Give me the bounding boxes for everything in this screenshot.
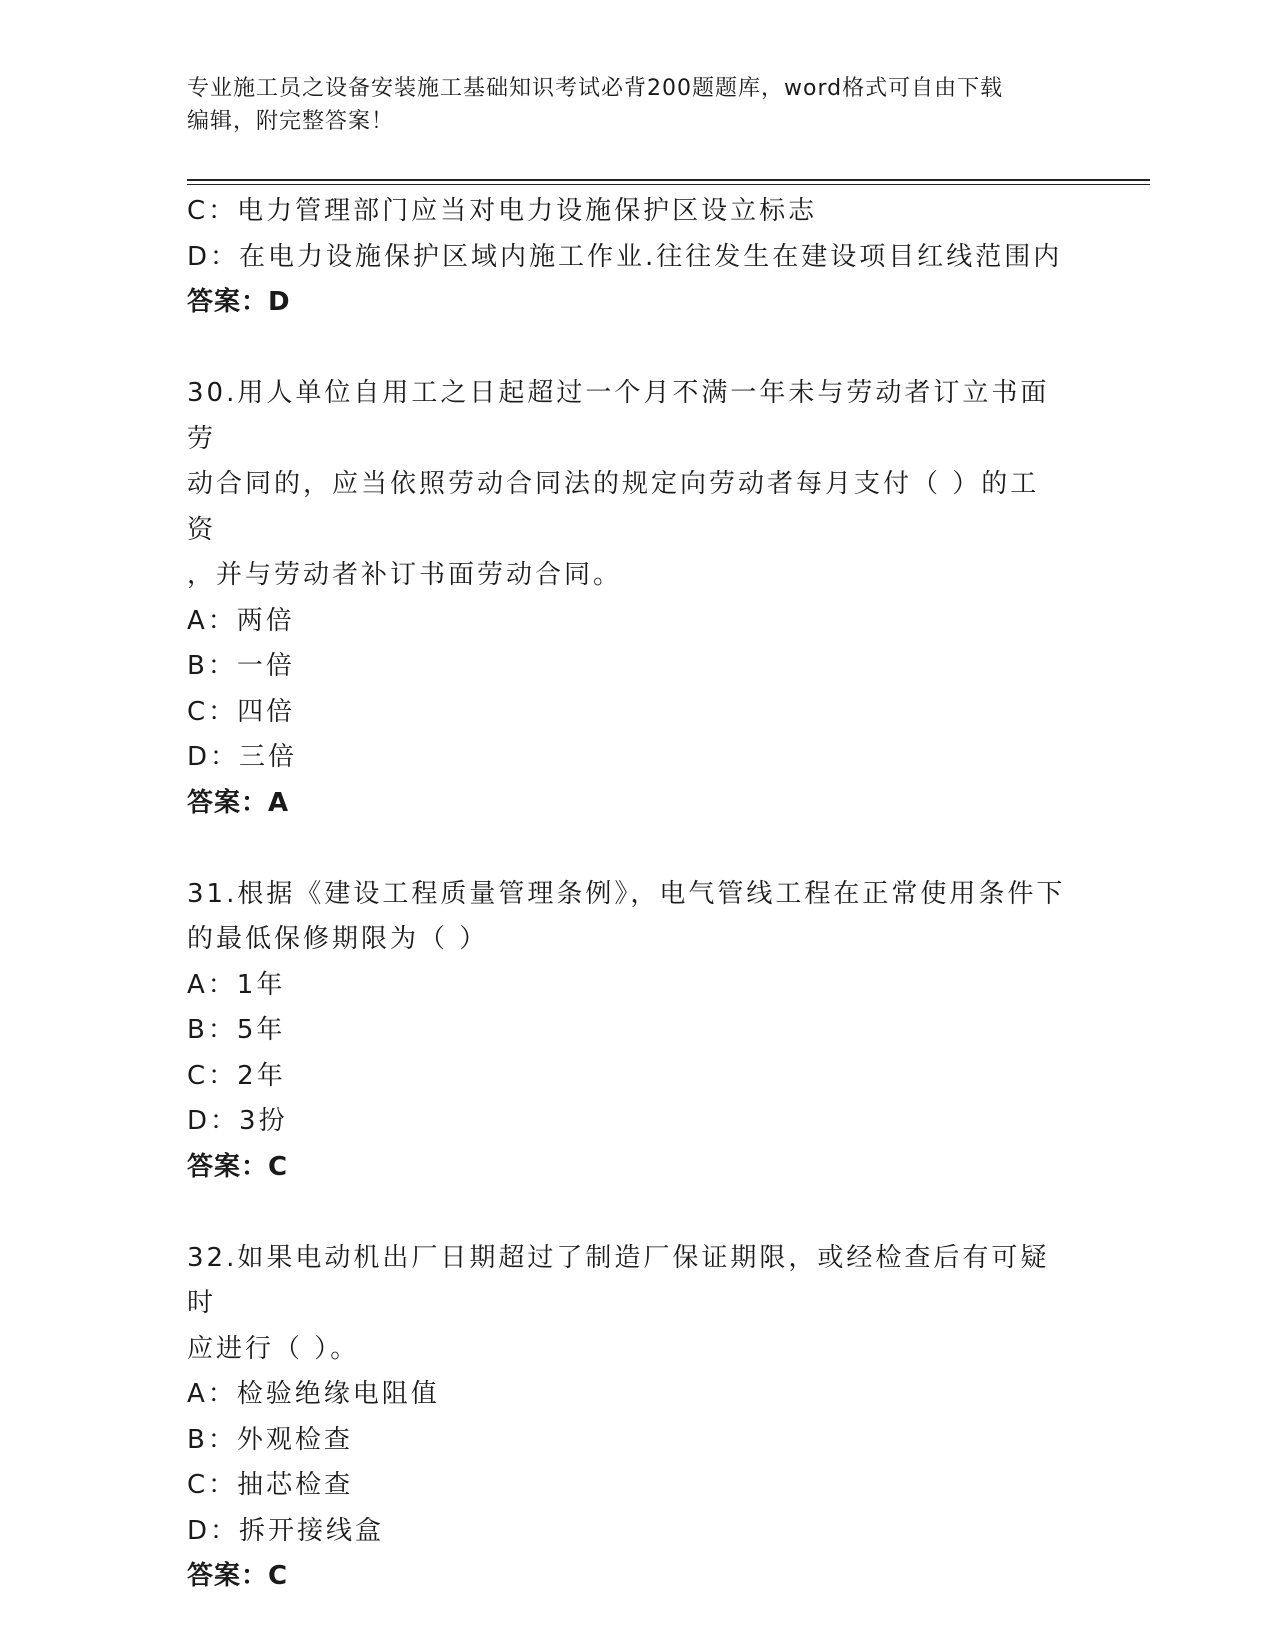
spacer [187,826,1067,872]
question-31 [187,872,1067,1191]
header-line-1: 专业施工员之设备安装施工基础知识考试必背200题题库，word格式可自由下载 [187,76,1004,101]
answer-line: 答案：C [187,1151,289,1182]
header-rule-thick [187,179,1150,181]
option-c: C：电力管理部门应当对电力设施保护区设立标志 [187,196,818,226]
question-text-line: 应进行（ ）。 [187,1333,360,1364]
question-text-line: ，并与劳动者补订书面劳动合同。 [187,560,623,590]
answer-line: 答案：C [187,1561,289,1591]
header-line-2: 编辑，附完整答案！ [187,109,395,134]
document-header [187,72,1067,138]
question-list [187,189,1067,1600]
option-a: A：1年 [187,969,286,1000]
header-rule-thin [187,184,1150,185]
option-d: D：在电力设施保护区域内施工作业.往往发生在建设项目红线范围内 [187,241,1063,272]
option-c: C：抽芯检查 [187,1470,354,1500]
previous-question [187,189,1067,326]
option-c: C：四倍 [187,696,296,727]
option-d: D：3扮 [187,1106,288,1136]
option-d: D：拆开接线盒 [187,1515,385,1546]
question-text-line: 动合同的，应当依照劳动合同法的规定向劳动者每月支付（ ）的工资 [187,469,1040,545]
option-b: B：5年 [187,1015,286,1045]
question-30 [187,371,1067,826]
spacer [187,1190,1067,1236]
option-b: B：一倍 [187,651,295,681]
option-a: A：检验绝缘电阻值 [187,1379,440,1409]
option-d: D：三倍 [187,742,298,772]
question-32 [187,1236,1067,1600]
spacer [187,326,1067,372]
question-text-line: 31.根据《建设工程质量管理条例》，电气管线工程在正常使用条件下 [187,878,1066,909]
option-c: C：2年 [187,1060,286,1091]
question-text-line: 30.用人单位自用工之日起超过一个月不满一年未与劳动者订立书面劳 [187,378,1050,454]
option-a: A：两倍 [187,605,295,636]
question-text-line: 32.如果电动机出厂日期超过了制造厂保证期限，或经检查后有可疑时 [187,1242,1050,1318]
option-b: B：外观检查 [187,1424,353,1455]
question-text-line: 的最低保修期限为（ ） [187,924,489,954]
answer-line: 答案：A [187,787,290,818]
answer-line: 答案：D [187,287,291,317]
